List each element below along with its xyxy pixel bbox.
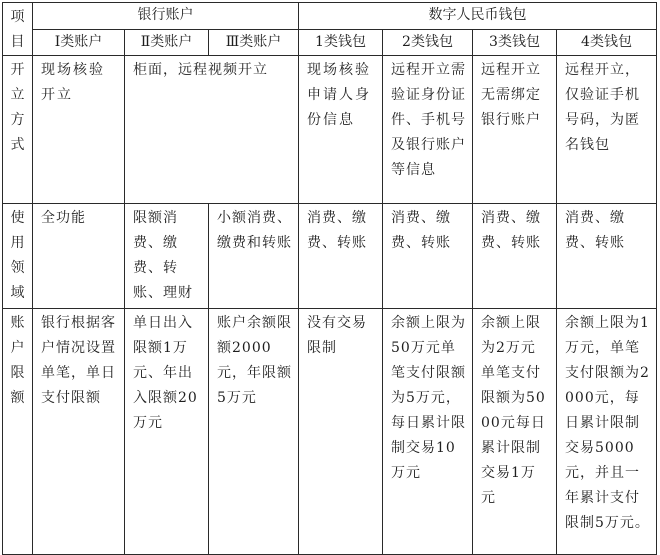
subheader-wallet-4: 4类钱包 bbox=[557, 29, 657, 56]
table-row-usage-scope bbox=[3, 204, 657, 309]
cell-class2-3-opening: 柜面，远程视频开立 bbox=[125, 56, 299, 204]
table-row-opening-method bbox=[3, 56, 657, 204]
subheader-wallet-1: 1类钱包 bbox=[299, 29, 383, 56]
cell-wallet4-usage: 消费、缴费、转账 bbox=[557, 204, 657, 309]
sub-header-row bbox=[3, 29, 657, 56]
cell-wallet4-limits: 余额上限为1万元，单笔支付限额为2000元，每日累计限制交易5000元，并且一年累计支付限制5万元。 bbox=[557, 309, 657, 555]
cell-wallet2-opening: 远程开立需验证身份证件、手机号及银行账户等信息 bbox=[383, 56, 473, 204]
row-header-char: 域 bbox=[10, 285, 25, 301]
cell-wallet1-limits: 没有交易限制 bbox=[299, 309, 383, 555]
cell-class1-limits: 银行根据客户情况设置单笔，单日支付限额 bbox=[33, 309, 125, 555]
row-header-char: 使 bbox=[10, 210, 25, 226]
cell-class1-opening: 现场核验开立 bbox=[33, 56, 125, 204]
corner-char: 项 bbox=[10, 9, 25, 25]
cell-wallet3-opening: 远程开立无需绑定银行账户 bbox=[473, 56, 557, 204]
cell-class2-limits: 单日出入限额1万元、年出入限额20万元 bbox=[125, 309, 209, 555]
group-header-row bbox=[3, 3, 657, 30]
cell-wallet1-opening: 现场核验申请人身份信息 bbox=[299, 56, 383, 204]
row-header-account-limits bbox=[3, 309, 33, 555]
corner-header bbox=[3, 3, 33, 56]
subheader-class1-account: Ⅰ类账户 bbox=[33, 29, 125, 56]
corner-char: 目 bbox=[10, 34, 25, 50]
cell-wallet2-limits: 余额上限为50万元单笔支付限额为5万元，每日累计限制交易10万元 bbox=[383, 309, 473, 555]
row-header-char: 方 bbox=[10, 112, 25, 128]
row-header-char: 用 bbox=[10, 235, 25, 251]
subheader-wallet-2: 2类钱包 bbox=[383, 29, 473, 56]
row-header-usage-scope bbox=[3, 204, 33, 309]
cell-wallet3-limits: 余额上限为2万元单笔支付限额为5000元每日累计限制交易1万元 bbox=[473, 309, 557, 555]
subheader-wallet-3: 3类钱包 bbox=[473, 29, 557, 56]
cell-wallet4-opening: 远程开立，仅验证手机号码，为匿名钱包 bbox=[557, 56, 657, 204]
row-header-char: 限 bbox=[10, 365, 25, 381]
row-header-char: 立 bbox=[10, 87, 25, 103]
subheader-class2-account: Ⅱ类账户 bbox=[125, 29, 209, 56]
cell-wallet3-usage: 消费、缴费、转账 bbox=[473, 204, 557, 309]
cell-class3-usage: 小额消费、缴费和转账 bbox=[209, 204, 299, 309]
row-header-char: 户 bbox=[10, 340, 25, 356]
table-row-account-limits bbox=[3, 309, 657, 555]
cell-class3-limits: 账户余额限额2000元，年限额5万元 bbox=[209, 309, 299, 555]
row-header-char: 领 bbox=[10, 260, 25, 276]
row-header-char: 额 bbox=[10, 390, 25, 406]
digital-wallet-group-header: 数字人民币钱包 bbox=[299, 3, 657, 30]
subheader-class3-account: Ⅲ类账户 bbox=[209, 29, 299, 56]
row-header-char: 账 bbox=[10, 315, 25, 331]
account-comparison-table bbox=[2, 2, 657, 555]
bank-account-group-header: 银行账户 bbox=[33, 3, 299, 30]
cell-wallet2-usage: 消费、缴费、转账 bbox=[383, 204, 473, 309]
row-header-char: 式 bbox=[10, 137, 25, 153]
cell-wallet1-usage: 消费、缴费、转账 bbox=[299, 204, 383, 309]
row-header-opening-method bbox=[3, 56, 33, 204]
cell-class2-usage: 限额消费、缴费、转账、理财 bbox=[125, 204, 209, 309]
cell-class1-usage: 全功能 bbox=[33, 204, 125, 309]
row-header-char: 开 bbox=[10, 62, 25, 78]
